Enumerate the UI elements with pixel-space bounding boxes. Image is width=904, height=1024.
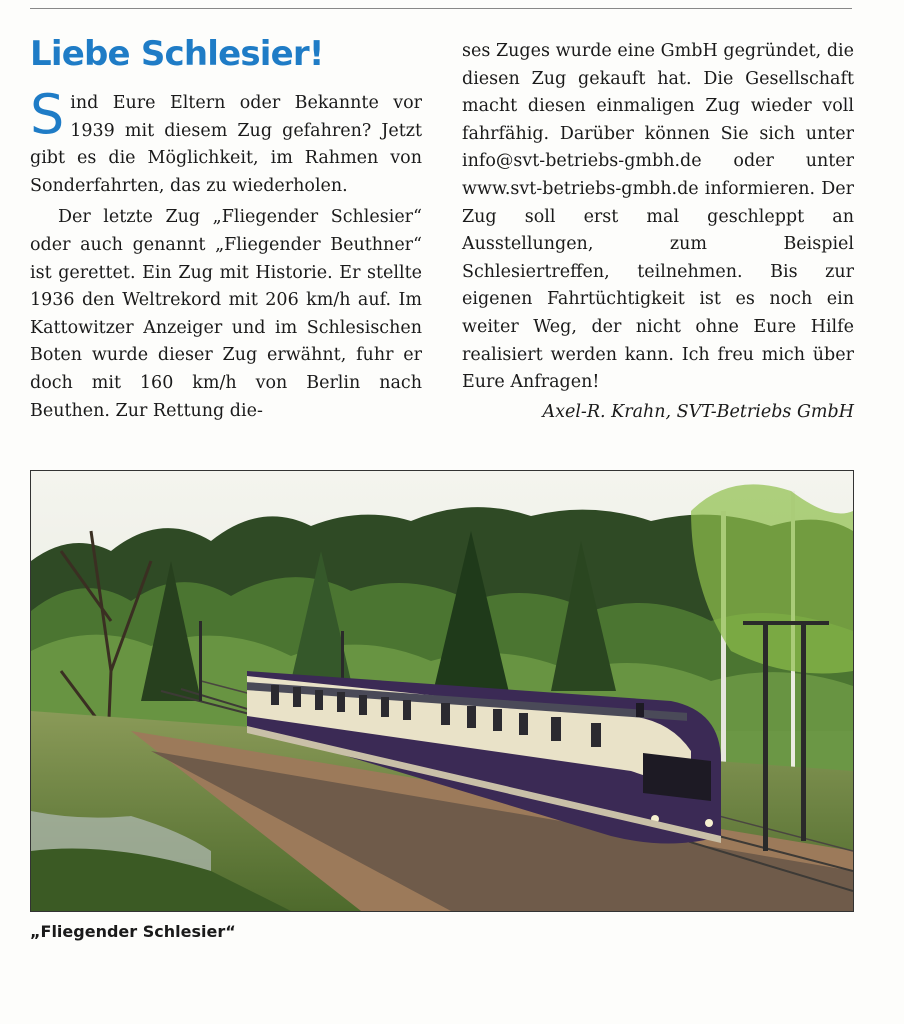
left-column: [30, 30, 422, 425]
intro-paragraph: [30, 83, 422, 200]
photo-caption: „Fliegender Schlesier“: [30, 922, 236, 941]
intro-text: ind Eure Eltern oder Bekannte vor 1939 mit diesem Zug gefahren? Jetzt gibt es die Möglichkeit, im Rahmen von Sonderfahrten, das zu wiederholen.: [30, 93, 422, 196]
headline: Liebe Schlesier!: [30, 34, 324, 74]
drop-cap: S: [30, 83, 65, 146]
body-paragraph-right: ses Zuges wurde eine GmbH gegründet, die diesen Zug gekauft hat. Die Gesellschaft macht diesen einmaligen Zug wieder voll fahrfähig. Darüber können Sie sich unter info@svt-betriebs-gmbh.de oder unter www.svt-betriebs-gmbh.de informieren. Der Zug soll erst mal geschleppt an Ausstellungen, zum Beispiel Schlesiertreffen, teilnehmen. Bis zur eigenen Fahrtüchtigkeit ist es noch ein weiter Weg, der nicht ohne Eure Hilfe realisiert werden kann. Ich freu mich über Eure Anfragen!: [462, 41, 854, 393]
body-paragraph-left: Der letzte Zug „Fliegender Schlesier“ oder auch genannt „Fliegender Beuthner“ ist gerettet. Ein Zug mit Historie. Er stellte 1936 den Weltrekord mit 206 km/h auf. Im Kattowitzer Anzeiger und im Schlesischen Boten wurde dieser Zug erwähnt, fuhr er doch mit 160 km/h von Berlin nach Beuthen. Zur Rettung die-: [30, 207, 422, 421]
train-photo: [30, 470, 854, 912]
top-rule: [30, 8, 852, 9]
right-column: [462, 38, 854, 444]
signature: Axel-R. Krahn, SVT-Betriebs GmbH: [542, 401, 854, 422]
